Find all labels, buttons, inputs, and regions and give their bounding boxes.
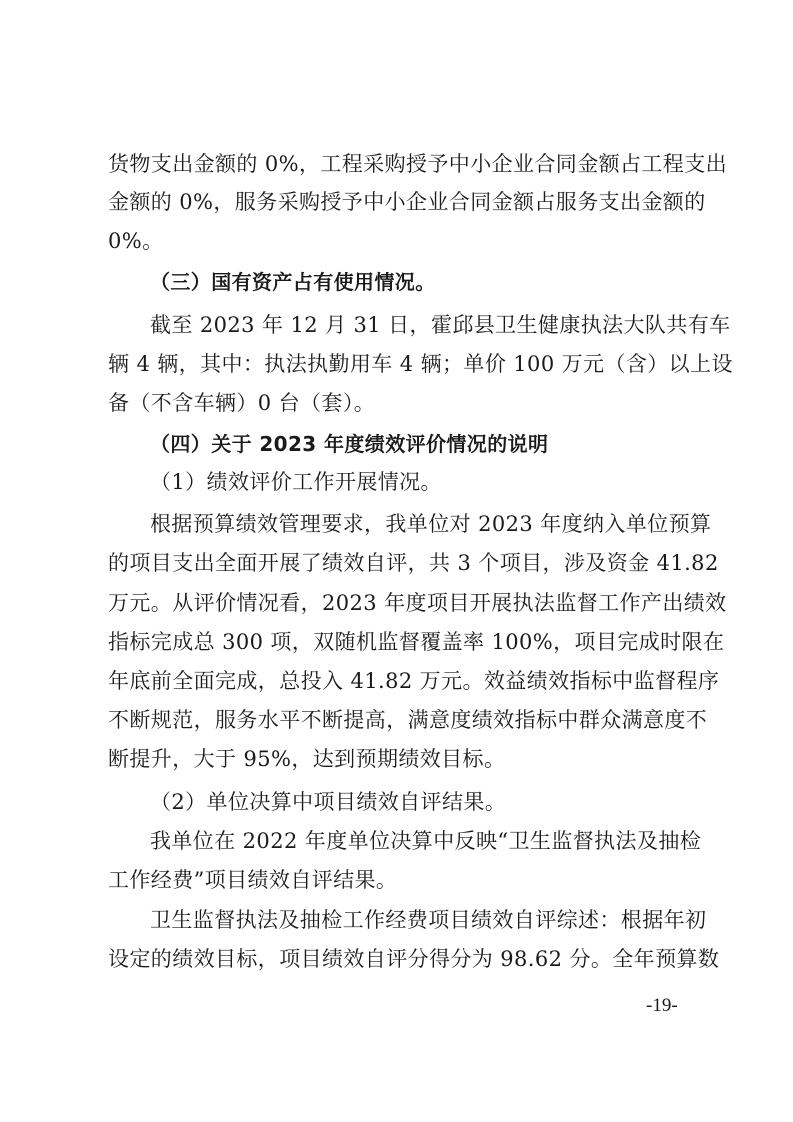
paragraph-line: 截至 2023 年 12 月 31 日，霍邱县卫生健康执法大队共有车 — [150, 313, 731, 337]
paragraph-line: 设定的绩效目标，项目绩效自评分得分为 98.62 分。全年预算数 — [108, 947, 720, 971]
page-number: -19- — [646, 995, 678, 1016]
paragraph-line: 我单位在 2022 年度单位决算中反映“卫生监督执法及抽检 — [150, 829, 702, 853]
paragraph-line: 金额的 0%，服务采购授予中小企业合同金额占服务支出金额的 — [108, 190, 706, 214]
paragraph-line: 卫生监督执法及抽检工作经费项目绩效自评综述：根据年初 — [150, 908, 707, 932]
paragraph-line: 指标完成总 300 项，双随机监督覆盖率 100%，项目完成时限在 — [108, 630, 725, 654]
paragraph-line: 工作经费”项目绩效自评结果。 — [108, 868, 398, 892]
paragraph-line: 货物支出金额的 0%，工程采购授予中小企业合同金额占工程支出 — [108, 152, 727, 176]
section-heading: （四）关于 2023 年度绩效评价情况的说明 — [150, 432, 549, 456]
paragraph-line: 的项目支出全面开展了绩效自评，共 3 个项目，涉及资金 41.82 — [108, 551, 719, 575]
paragraph-line: 万元。从评价情况看，2023 年度项目开展执法监督工作产出绩效 — [108, 591, 727, 615]
paragraph-line: 根据预算绩效管理要求，我单位对 2023 年度纳入单位预算 — [150, 512, 712, 536]
paragraph-line: 备（不含车辆）0 台（套）。 — [108, 391, 376, 415]
paragraph-line: 0%。 — [108, 229, 164, 253]
section-heading: （三）国有资产占有使用情况。 — [150, 270, 436, 294]
subsection-heading: （1）绩效评价工作开展情况。 — [150, 470, 442, 494]
subsection-heading: （2）单位决算中项目绩效自评结果。 — [150, 790, 507, 814]
paragraph-line: 辆 4 辆，其中：执法执勤用车 4 辆；单价 100 万元（含）以上设 — [108, 352, 733, 376]
paragraph-line: 断提升，大于 95%，达到预期绩效目标。 — [108, 747, 506, 771]
paragraph-line: 不断规范，服务水平不断提高，满意度绩效指标中群众满意度不 — [108, 708, 708, 732]
paragraph-line: 年底前全面完成，总投入 41.82 万元。效益绩效指标中监督程序 — [108, 669, 720, 693]
